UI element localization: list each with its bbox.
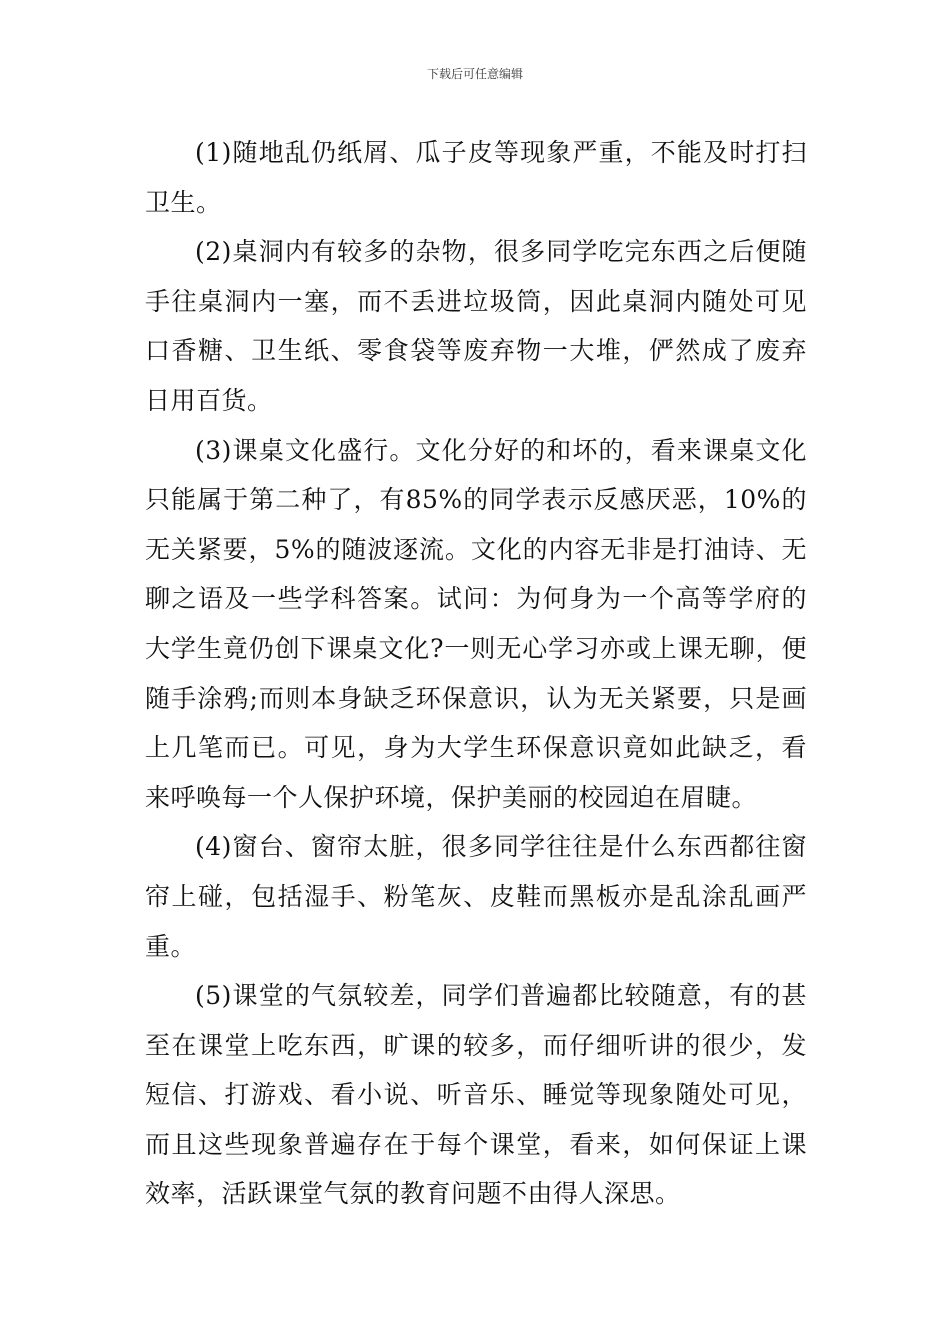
paragraph-item-5: (5)课堂的气氛较差，同学们普遍都比较随意，有的甚至在课堂上吃东西，旷课的较多，而仔细听讲的很少，发短信、打游戏、看小说、听音乐、睡觉等现象随处可见，而且这些现象普遍存在于每个课堂，看来，如何保证上课效率，活跃课堂气氛的教育问题不由得人深思。	[145, 981, 807, 1209]
paragraph-item-2: (2)桌洞内有较多的杂物，很多同学吃完东西之后便随手往桌洞内一塞，而不丢进垃圾筒，因此桌洞内随处可见口香糖、卫生纸、零食袋等废弃物一大堆，俨然成了废弃日用百货。	[145, 237, 807, 415]
paragraph-item-1: (1)随地乱仍纸屑、瓜子皮等现象严重，不能及时打扫卫生。	[145, 138, 807, 217]
page-header: 下载后可任意编辑	[426, 67, 523, 81]
paragraph-item-3: (3)课桌文化盛行。文化分好的和坏的，看来课桌文化只能属于第二种了，有85%的同学表示反感厌恶，10%的无关紧要，5%的随波逐流。文化的内容无非是打油诗、无聊之语及一些学科答案。试问：为何身为一个高等学府的大学生竟仍创下课桌文化?一则无心学习亦或上课无聊，便随手涂鸦;而则本身缺乏环保意识，认为无关紧要，只是画上几笔而已。可见，身为大学生环保意识竟如此缺乏，看来呼唤每一个人保护环境，保护美丽的校园迫在眉睫。	[145, 435, 807, 812]
paragraph-item-4: (4)窗台、窗帘太脏，很多同学往往是什么东西都往窗帘上碰，包括湿手、粉笔灰、皮鞋而黑板亦是乱涂乱画严重。	[145, 832, 807, 961]
document-body	[145, 128, 807, 1219]
